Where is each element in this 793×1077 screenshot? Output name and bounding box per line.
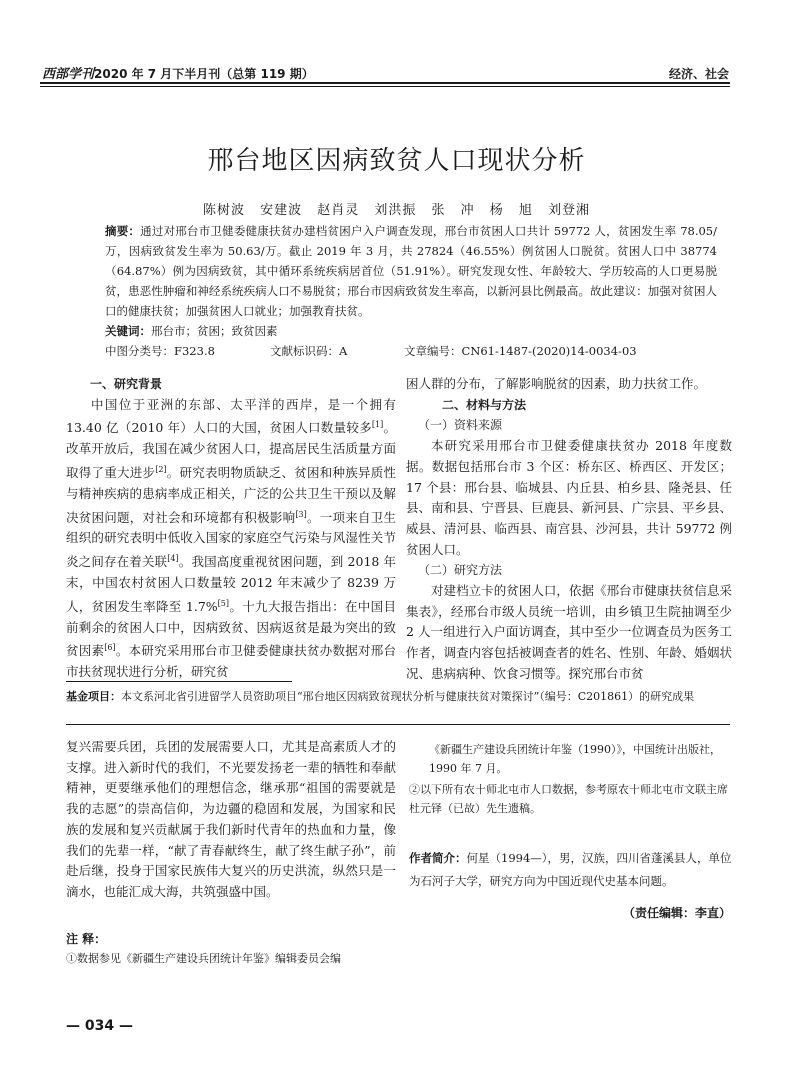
paragraph-method: 对建档立卡的贫困人口，依据《邢台市健康扶贫信息采集表》，经邢台市级人员统一培训，由乡镇卫生院抽调至少 2 人一组进行入户面访调查，其中至少一位调查员为医务工作者，调查内容包括被调查者的姓名、性别、年龄、婚姻状况、患病病种、饮食习惯等。探究邢台市贫 xyxy=(406,583,732,681)
header-rule xyxy=(40,82,730,84)
header-rule-thin xyxy=(40,86,730,87)
author-intro-text: 何星（1994—），男，汉族，四川省蓬溪县人，单位为石河子大学，研究方向为中国近现代史基本问题。 xyxy=(409,851,732,888)
note-1: ①数据参见《新疆生产建设兵团统计年鉴》编辑委员会编 xyxy=(66,952,341,965)
note-1-continued: 《新疆生产建设兵团统计年鉴（1990）》，中国统计出版社，1990 年 7 月。 xyxy=(429,743,721,775)
section-label: 经济、社会 xyxy=(668,67,729,81)
abstract-label: 摘要： xyxy=(105,224,141,238)
issue-info: 2020 年 7 月下半月刊（总第 119 期） xyxy=(94,67,314,81)
section-heading-1: 一、研究背景 xyxy=(90,377,163,391)
notes-right xyxy=(409,740,734,818)
page-number: — 034 — xyxy=(66,1018,133,1034)
ref-2: [2] xyxy=(155,464,167,474)
paragraph-background: 中国位于亚洲的东部、太平洋的西岸，是一个拥有 13.40 亿（2010 年）人口的大国，贫困人口数量较多[1]。改革开放后，我国在减少贫困人口，提高居民生活质量方面取得了重大进步[2]。研究表明物质缺乏、贫困和种族异质性与精神疾病的患病率成正相关，广泛的公共卫生干预以及解决贫困问题，对社会和环境都有积极影响[3]。一项来自卫生组织的研究表明中低收入国家的家庭空气污染与风湿性关节炎之间存在着关联[4]。我国高度重视贫困问题，到 2018 年末，中国农村贫困人口数量较 2012 年末减少了 8239 万人，贫困发生率降至 1.7%[5]。十九大报告指出：在中国目前剩余的贫困人口中，因病致贫、因病返贫是最为突出的致贫因素[6]。本研究采用邢台市卫健委健康扶贫办数据对邢台市扶贫现状进行分析，研究贫 xyxy=(66,396,396,680)
keywords-text: 邢台市；贫困；致贫因素 xyxy=(151,324,278,338)
clc-number: 中图分类号：F323.8 xyxy=(105,344,215,358)
funding-note xyxy=(66,689,730,704)
notes-heading: 注 释： xyxy=(66,932,107,946)
article-number: 文章编号：CN61-1487-(2020)14-0034-03 xyxy=(404,344,637,358)
article-title: 邢台地区因病致贫人口现状分析 xyxy=(207,146,586,176)
ref-3: [3] xyxy=(295,509,307,519)
author-list: 陈树波 安建波 赵肖灵 刘洪振 张 冲 杨 旭 刘登湘 xyxy=(202,203,591,218)
paragraph-continued: 困人群的分布，了解影响脱贫的因素，助力扶贫工作。 xyxy=(406,376,707,391)
paragraph-data-source: 本研究采用邢台市卫健委健康扶贫办 2018 年度数据。数据包括邢台市 3 个区：桥东区、桥西区、开发区；17 个县：邢台县、临城县、内丘县、柏乡县、隆尧县、任县、南和县、宁晋县、巨鹿县、新河县、广宗县、平乡县、威县、清河县、临西县、南宫县、沙河县，共计 59772 例贫困人口。 xyxy=(406,438,732,557)
funding-label: 基金项目： xyxy=(66,690,121,703)
keywords-label: 关键词： xyxy=(105,324,151,338)
funding-text: 本文系河北省引进留学人员资助项目“邢台地区因病致贫现状分析与健康扶贫对策探讨”（编号：C201861）的研究成果 xyxy=(121,690,695,703)
section-divider xyxy=(66,724,730,725)
journal-logo: 西部学刊 xyxy=(42,67,95,82)
prev-article-paragraph: 复兴需要兵团，兵团的发展需要人口，尤其是高素质人才的支撑。进入新时代的我们，不光要发扬老一辈的牺牲和奉献精神，更要继承他们的理想信念，继承那“祖国的需要就是我的志愿”的崇高信仰，为边疆的稳固和发展，为国家和民族的发展和复兴贡献属于我们新时代青年的热血和力量，像我们的先辈一样，“献了青春献终生，献了终生献子孙”，前赴后继，投身于国家民族伟大复兴的历史洪流，纵然只是一滴水，也能汇成大海，共筑强盛中国。 xyxy=(66,739,396,899)
ref-6: [6] xyxy=(104,643,116,653)
right-column xyxy=(406,374,732,685)
section-heading-2: 二、材料与方法 xyxy=(442,397,527,412)
keywords xyxy=(105,323,278,339)
abstract xyxy=(105,221,717,321)
author-intro xyxy=(409,847,734,893)
prev-article-text xyxy=(66,737,396,903)
running-header xyxy=(42,63,314,82)
author-intro-label: 作者简介： xyxy=(409,851,467,865)
ref-1: [1] xyxy=(371,420,384,430)
left-column xyxy=(66,374,396,683)
subheading-data-source: （一）资料来源 xyxy=(418,418,503,433)
responsible-editor: （责任编辑：李直） xyxy=(622,906,731,920)
abstract-text: 通过对邢台市卫健委健康扶贫办建档贫困户入户调查发现，邢台市贫困人口共计 59772 人，贫困发生率 78.05/万，因病致贫发生率为 50.63/万。截止 2019 年 3 月，共 27824（46.55%）例贫困人口脱贫。贫困人口中 38774（64.87%）例为因病致贫，其中循环系统疾病居首位（51.91%）。研究发现女性、年龄较大、学历较高的人口更易脱贫，患恶性肿瘤和神经系统疾病人口不易脱贫；邢台市因病致贫发生率高，以新河县比例最高。故此建议：加强对贫困人口的健康扶贫；加强贫困人口就业；加强教育扶贫。 xyxy=(105,224,718,318)
footnote-rule xyxy=(66,681,292,682)
document-code: 文献标识码：A xyxy=(270,344,348,358)
ref-4: [4] xyxy=(167,554,179,564)
subheading-method: （二）研究方法 xyxy=(418,563,503,578)
ref-5: [5] xyxy=(217,598,230,608)
note-2: ②以下所有农十师北屯市人口数据，参考原农十师北屯市文联主席杜元铎（已故）先生遗稿。 xyxy=(409,783,728,815)
